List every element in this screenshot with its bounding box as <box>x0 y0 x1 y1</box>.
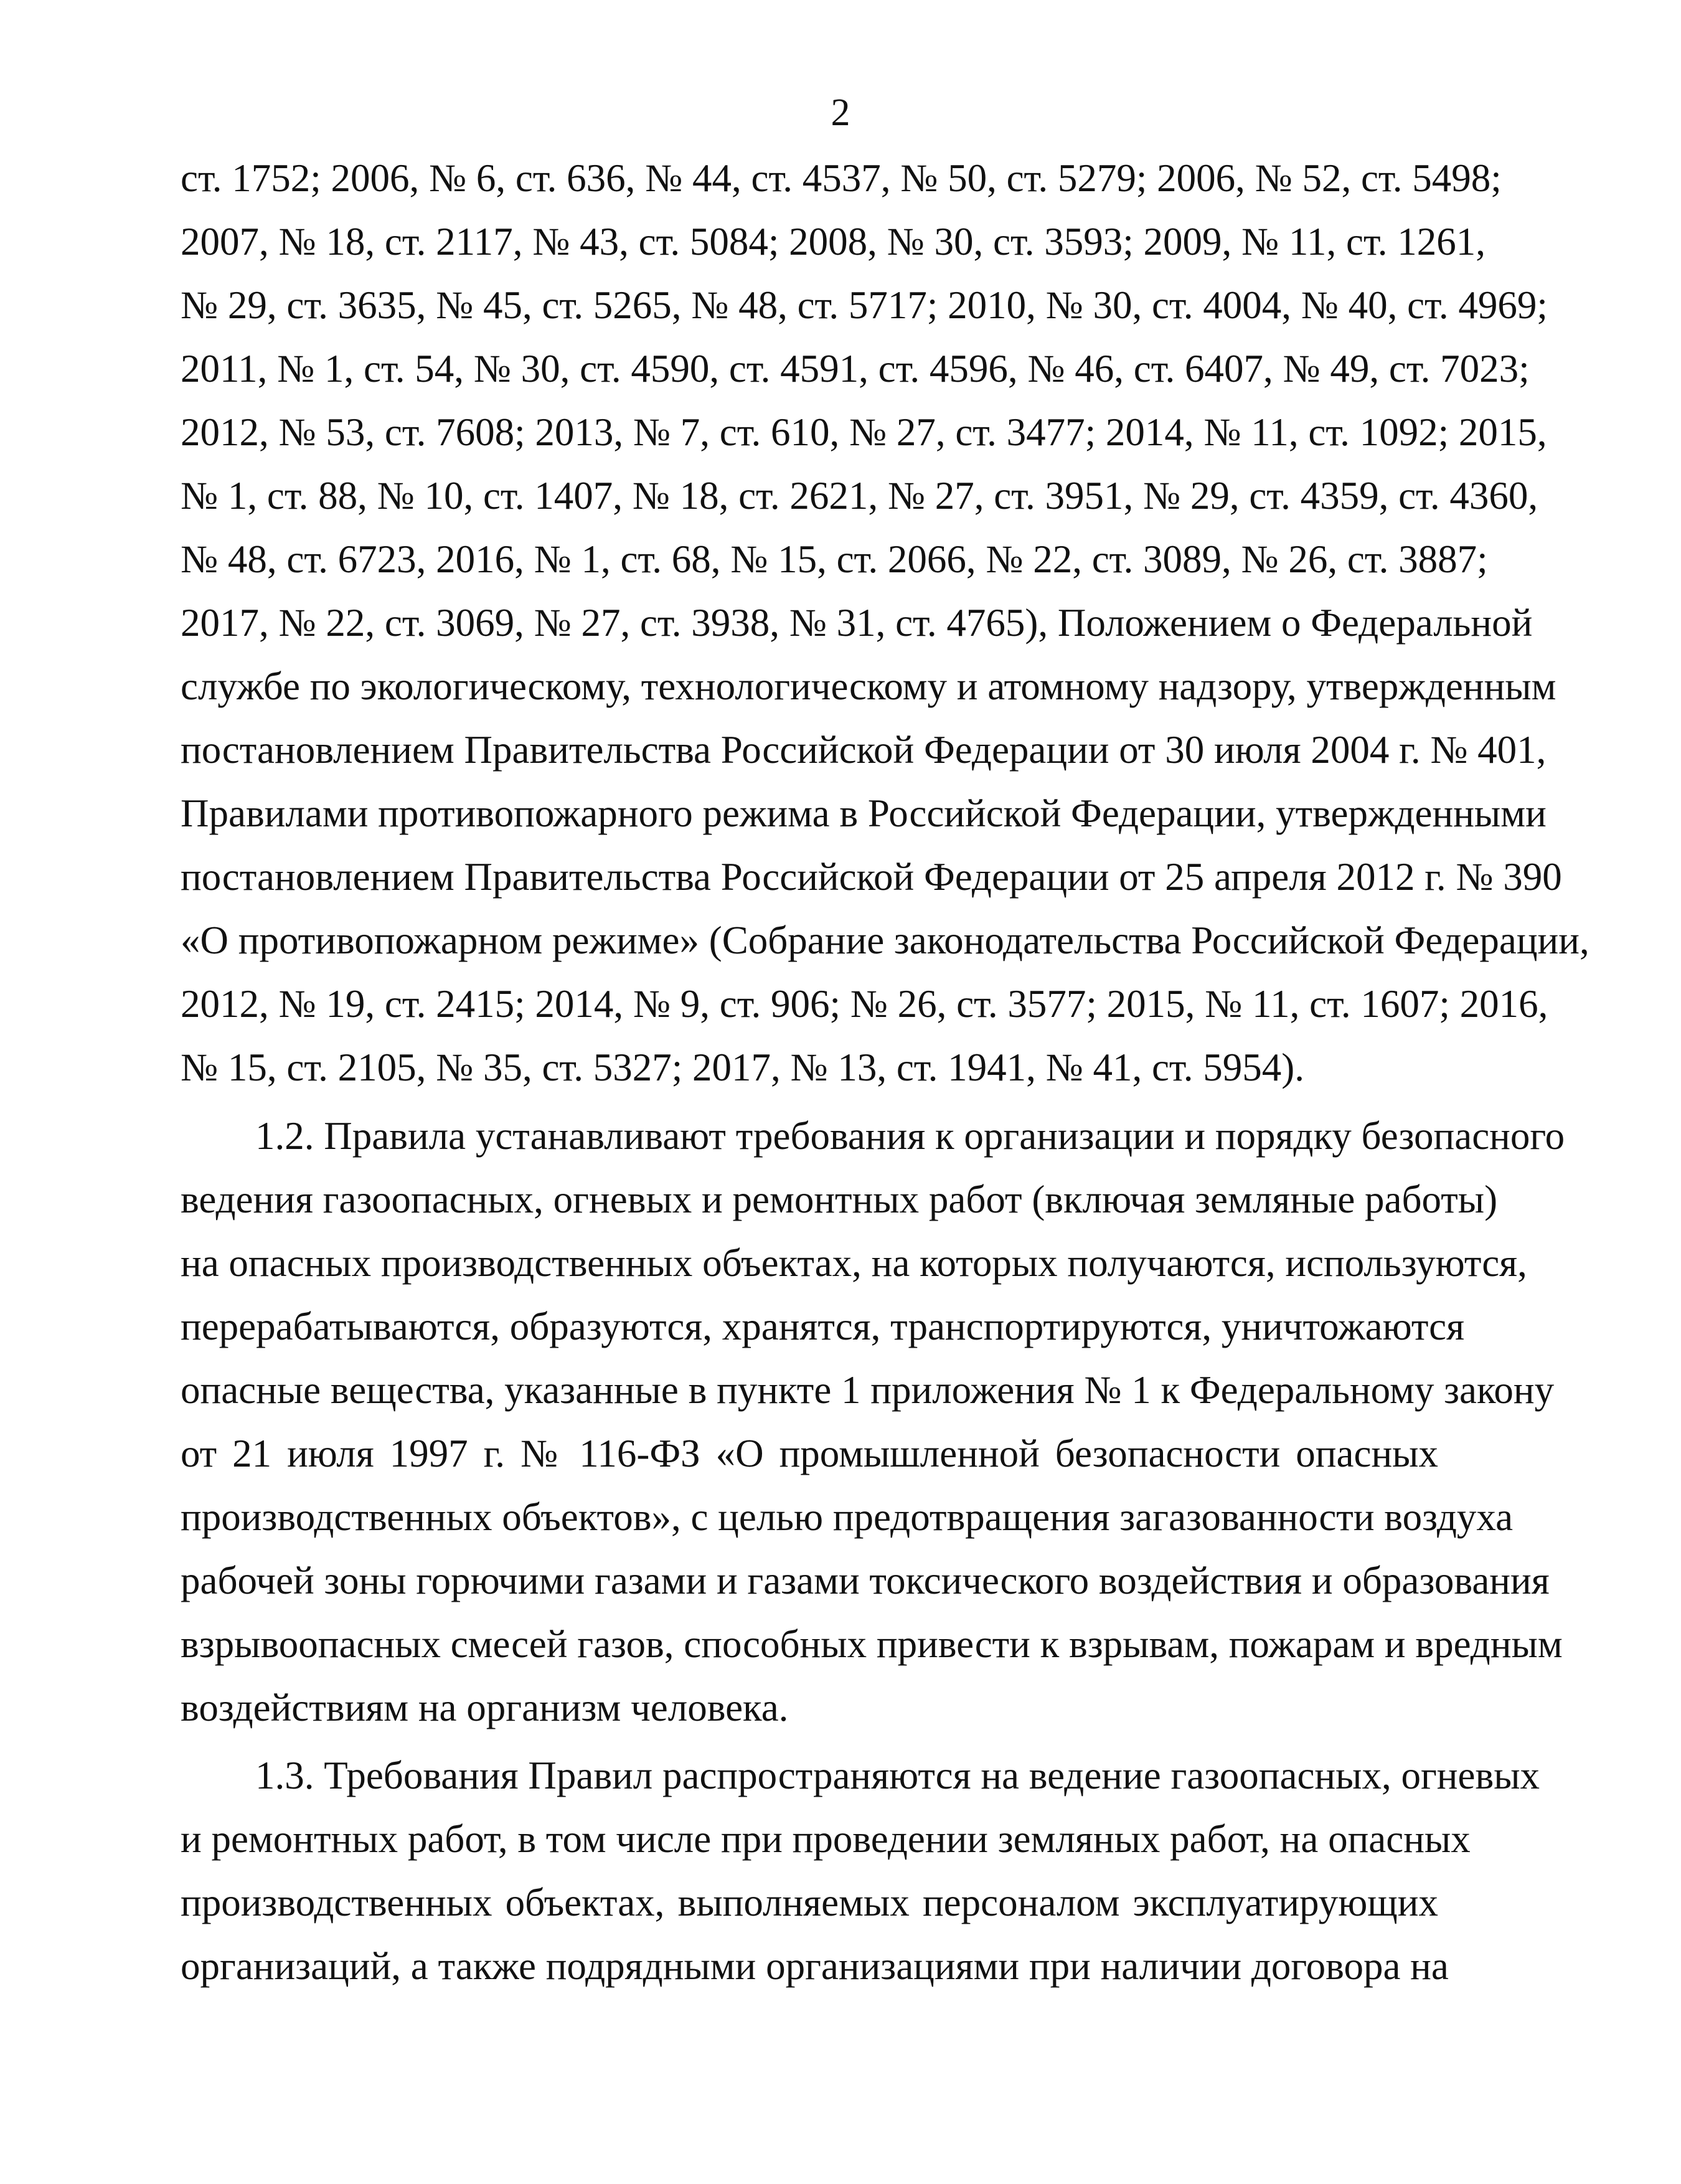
text-line: 2017, № 22, ст. 3069, № 27, ст. 3938, № 31, ст. 4765), Положением о Федеральной <box>181 601 1533 645</box>
text-line: 2012, № 19, ст. 2415; 2014, № 9, ст. 906; № 26, ст. 3577; 2015, № 11, ст. 1607; 2016, <box>181 982 1548 1026</box>
text-line: № 48, ст. 6723, 2016, № 1, ст. 68, № 15, ст. 2066, № 22, ст. 3089, № 26, ст. 3887; <box>181 537 1488 581</box>
text-line: организаций, а также подрядными организациями при наличии договора на <box>181 1944 1449 1988</box>
text-line: взрывоопасных смесей газов, способных привести к взрывам, пожарам и вредным <box>181 1622 1563 1666</box>
text-line: 1.3. Требования Правил распространяются на ведение газоопасных, огневых <box>255 1754 1540 1797</box>
paragraph-1-2-rules-scope <box>181 1104 1565 1739</box>
text-line: № 15, ст. 2105, № 35, ст. 5327; 2017, № 13, ст. 1941, № 41, ст. 5954). <box>181 1046 1304 1089</box>
text-line: опасные вещества, указанные в пункте 1 приложения № 1 к Федеральному закону <box>181 1368 1555 1412</box>
text-line: от 21 июля 1997 г. № 116-ФЗ «О промышленной безопасности опасных <box>181 1432 1438 1475</box>
text-line: № 29, ст. 3635, № 45, ст. 5265, № 48, ст. 5717; 2010, № 30, ст. 4004, № 40, ст. 4969; <box>181 283 1548 327</box>
text-line: постановлением Правительства Российской Федерации от 30 июля 2004 г. № 401, <box>181 728 1547 772</box>
text-line: рабочей зоны горючими газами и газами токсического воздействия и образования <box>181 1559 1550 1602</box>
text-line: службе по экологическому, технологическому и атомному надзору, утвержденным <box>181 664 1556 708</box>
page-number: 2 <box>831 92 850 134</box>
text-line: 1.2. Правила устанавливают требования к организации и порядку безопасного <box>255 1114 1565 1158</box>
paragraph-1-3-requirements <box>181 1744 1540 1998</box>
text-line: производственных объектов», с целью предотвращения загазованности воздуха <box>181 1495 1514 1539</box>
text-line: производственных объектах, выполняемых персоналом эксплуатирующих <box>181 1881 1438 1924</box>
text-line: ведения газоопасных, огневых и ремонтных работ (включая земляные работы) <box>181 1178 1498 1221</box>
text-line: ст. 1752; 2006, № 6, ст. 636, № 44, ст. 4537, № 50, ст. 5279; 2006, № 52, ст. 5498; <box>181 156 1502 200</box>
text-line: 2012, № 53, ст. 7608; 2013, № 7, ст. 610, № 27, ст. 3477; 2014, № 11, ст. 1092; 2015, <box>181 410 1547 454</box>
text-line: постановлением Правительства Российской Федерации от 25 апреля 2012 г. № 390 <box>181 855 1562 899</box>
text-line: 2007, № 18, ст. 2117, № 43, ст. 5084; 2008, № 30, ст. 3593; 2009, № 11, ст. 1261, <box>181 220 1486 263</box>
text-line: 2011, № 1, ст. 54, № 30, ст. 4590, ст. 4591, ст. 4596, № 46, ст. 6407, № 49, ст. 7023; <box>181 347 1530 390</box>
text-line: «О противопожарном режиме» (Собрание законодательства Российской Федерации, <box>181 919 1589 962</box>
text-line: Правилами противопожарного режима в Российской Федерации, утвержденными <box>181 792 1547 835</box>
text-line: и ремонтных работ, в том числе при проведении земляных работ, на опасных <box>181 1817 1471 1861</box>
text-line: на опасных производственных объектах, на которых получаются, используются, <box>181 1241 1527 1285</box>
paragraph-legal-references <box>181 146 1589 1099</box>
text-line: перерабатываются, образуются, хранятся, транспортируются, уничтожаются <box>181 1305 1465 1348</box>
text-line: № 1, ст. 88, № 10, ст. 1407, № 18, ст. 2621, № 27, ст. 3951, № 29, ст. 4359, ст. 4360, <box>181 474 1538 518</box>
text-line: воздействиям на организм человека. <box>181 1686 789 1729</box>
